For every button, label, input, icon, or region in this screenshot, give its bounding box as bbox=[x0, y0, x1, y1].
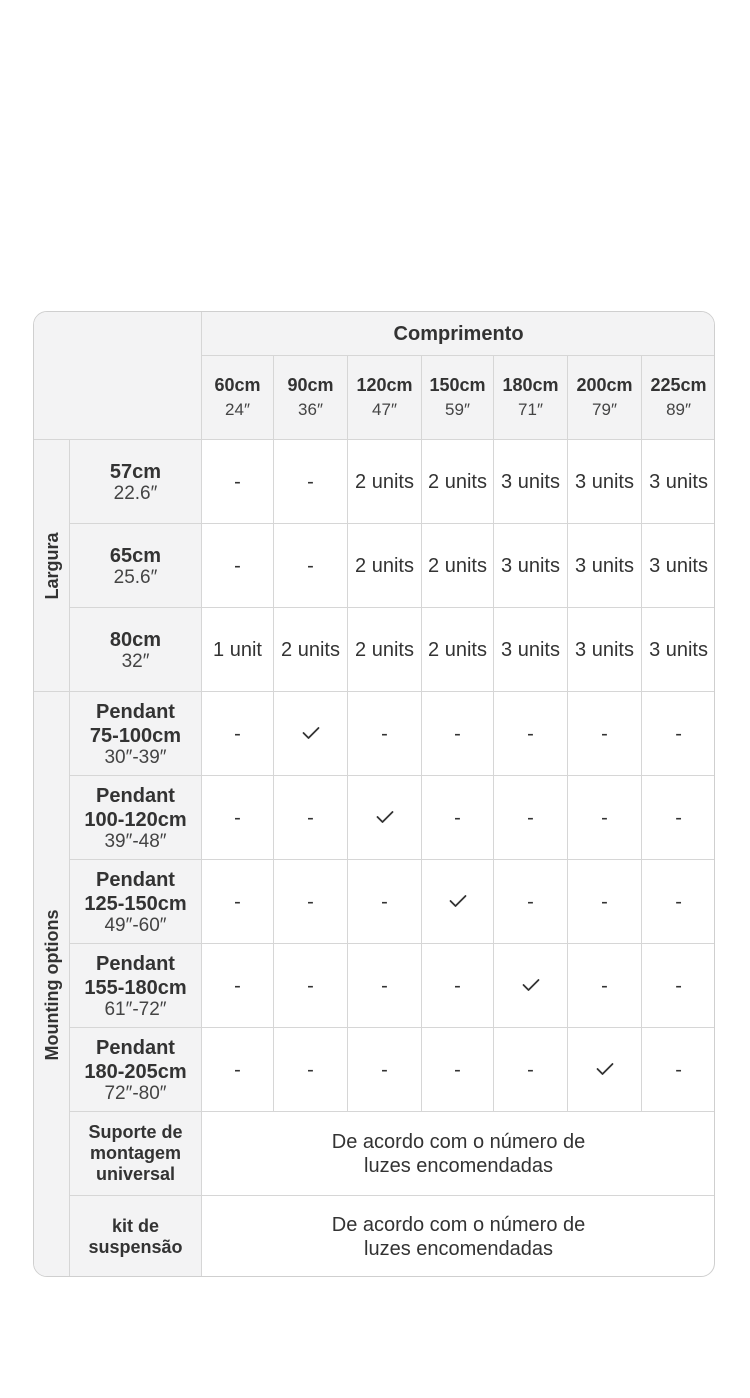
row-title: 100-120cm bbox=[84, 808, 187, 831]
column-cm: 120cm bbox=[356, 374, 413, 395]
column-cm: 90cm bbox=[287, 374, 334, 395]
row-title: montagem bbox=[89, 1143, 181, 1163]
table-cell: 3 units bbox=[494, 440, 568, 524]
column-inch: 47″ bbox=[372, 399, 397, 419]
row-title: Suporte de bbox=[88, 1122, 183, 1142]
row-header bbox=[70, 692, 202, 776]
table-cell: 2 units bbox=[422, 440, 494, 524]
column-inch: 79″ bbox=[592, 399, 617, 419]
row-title: 155-180cm bbox=[84, 976, 187, 999]
column-inch: 24″ bbox=[225, 399, 250, 419]
width-group-label: Largura bbox=[41, 531, 62, 600]
table-cell: - bbox=[348, 944, 422, 1028]
check-cell bbox=[568, 1028, 642, 1112]
row-title: 75-100cm bbox=[89, 724, 182, 747]
table-row bbox=[34, 1112, 716, 1196]
row-title: kit de bbox=[111, 1215, 159, 1236]
row-subtitle: 49″-60″ bbox=[104, 914, 167, 936]
row-subtitle: 72″-80″ bbox=[104, 1082, 167, 1104]
table-cell: - bbox=[494, 1028, 568, 1112]
spanning-note bbox=[202, 1112, 716, 1196]
table-cell: - bbox=[422, 776, 494, 860]
check-icon bbox=[302, 726, 320, 740]
table-cell: 3 units bbox=[494, 524, 568, 608]
spanning-note bbox=[202, 1196, 716, 1278]
column-header bbox=[494, 356, 568, 440]
table-cell: 1 unit bbox=[202, 608, 274, 692]
table-row bbox=[34, 944, 716, 1028]
table-cell: - bbox=[348, 1028, 422, 1112]
table-cell: - bbox=[274, 860, 348, 944]
table-cell: - bbox=[642, 692, 716, 776]
table-cell: - bbox=[202, 860, 274, 944]
table-cell: 3 units bbox=[642, 440, 716, 524]
table-row bbox=[34, 524, 716, 608]
mounting-group-label: Mounting options bbox=[41, 909, 62, 1060]
table-row bbox=[34, 1028, 716, 1112]
table-cell: 2 units bbox=[274, 608, 348, 692]
note-line: De acordo com o número de bbox=[331, 1130, 586, 1153]
mounting-group-label-cell bbox=[34, 692, 70, 1278]
length-group-header: Comprimento bbox=[202, 312, 716, 356]
table-cell: - bbox=[568, 860, 642, 944]
row-subtitle: 22.6″ bbox=[113, 482, 158, 504]
table-cell: - bbox=[568, 776, 642, 860]
table-cell: - bbox=[274, 944, 348, 1028]
check-icon bbox=[449, 894, 467, 908]
table-row bbox=[34, 860, 716, 944]
table-cell: - bbox=[642, 944, 716, 1028]
column-header bbox=[348, 356, 422, 440]
column-cm: 200cm bbox=[576, 374, 633, 395]
column-header bbox=[422, 356, 494, 440]
table-cell: 3 units bbox=[568, 524, 642, 608]
row-header bbox=[70, 608, 202, 692]
column-header bbox=[202, 356, 274, 440]
table-row bbox=[34, 608, 716, 692]
corner-cell bbox=[34, 312, 202, 440]
table-cell: - bbox=[568, 944, 642, 1028]
check-cell bbox=[422, 860, 494, 944]
check-cell bbox=[494, 944, 568, 1028]
table-cell: - bbox=[274, 1028, 348, 1112]
table-cell: - bbox=[422, 1028, 494, 1112]
table-cell: 2 units bbox=[348, 608, 422, 692]
table-cell: 2 units bbox=[348, 440, 422, 524]
table-cell: 3 units bbox=[642, 524, 716, 608]
column-inch: 89″ bbox=[666, 399, 691, 419]
table-cell: - bbox=[202, 440, 274, 524]
row-title: 80cm bbox=[109, 628, 162, 651]
row-title: Pendant bbox=[96, 700, 175, 723]
table-row bbox=[34, 1196, 716, 1278]
table-cell: - bbox=[202, 1028, 274, 1112]
table-row bbox=[34, 776, 716, 860]
note-line: De acordo com o número de bbox=[331, 1213, 586, 1236]
table-row bbox=[34, 692, 716, 776]
row-header bbox=[70, 1196, 202, 1278]
row-subtitle: 61″-72″ bbox=[104, 998, 167, 1020]
table-cell: - bbox=[202, 524, 274, 608]
row-subtitle: 30″-39″ bbox=[104, 746, 167, 768]
check-icon bbox=[596, 1062, 614, 1076]
table-cell: - bbox=[202, 776, 274, 860]
table-cell: - bbox=[422, 692, 494, 776]
compatibility-table-container bbox=[33, 311, 715, 1277]
row-title: Pendant bbox=[96, 952, 175, 975]
row-title: 180-205cm bbox=[84, 1060, 187, 1083]
row-header bbox=[70, 440, 202, 524]
column-cm: 180cm bbox=[502, 374, 559, 395]
width-group-label-cell bbox=[34, 440, 70, 692]
table-cell: 2 units bbox=[422, 524, 494, 608]
row-title: 65cm bbox=[109, 544, 162, 567]
table-cell: 3 units bbox=[642, 608, 716, 692]
note-line: luzes encomendadas bbox=[364, 1237, 554, 1260]
table-cell: - bbox=[274, 440, 348, 524]
row-header bbox=[70, 776, 202, 860]
compatibility-table bbox=[33, 311, 715, 1277]
table-cell: - bbox=[568, 692, 642, 776]
table-cell: 3 units bbox=[568, 608, 642, 692]
row-title: 125-150cm bbox=[84, 892, 187, 915]
row-title: suspensão bbox=[88, 1236, 183, 1257]
row-header bbox=[70, 944, 202, 1028]
column-header bbox=[568, 356, 642, 440]
table-cell: 2 units bbox=[348, 524, 422, 608]
column-cm: 225cm bbox=[650, 374, 707, 395]
column-cm: 150cm bbox=[429, 374, 486, 395]
table-cell: - bbox=[494, 692, 568, 776]
note-line: luzes encomendadas bbox=[364, 1154, 554, 1177]
column-inch: 59″ bbox=[445, 399, 470, 419]
table-cell: - bbox=[202, 944, 274, 1028]
column-cm: 60cm bbox=[214, 374, 261, 395]
table-cell: 3 units bbox=[568, 440, 642, 524]
table-row bbox=[34, 440, 716, 524]
column-header bbox=[274, 356, 348, 440]
row-header bbox=[70, 860, 202, 944]
row-header bbox=[70, 1028, 202, 1112]
table-cell: - bbox=[642, 1028, 716, 1112]
check-icon bbox=[522, 978, 540, 992]
table-cell: - bbox=[274, 776, 348, 860]
table-cell: - bbox=[274, 524, 348, 608]
check-icon bbox=[376, 810, 394, 824]
row-subtitle: 25.6″ bbox=[113, 566, 158, 588]
row-subtitle: 32″ bbox=[121, 650, 150, 672]
table-cell: - bbox=[348, 692, 422, 776]
table-cell: - bbox=[348, 860, 422, 944]
table-cell: - bbox=[202, 692, 274, 776]
table-cell: 2 units bbox=[422, 608, 494, 692]
row-title: universal bbox=[95, 1164, 176, 1184]
row-title: Pendant bbox=[96, 784, 175, 807]
table-cell: 3 units bbox=[494, 608, 568, 692]
row-title: Pendant bbox=[96, 1036, 175, 1059]
row-title: 57cm bbox=[109, 460, 162, 483]
row-header bbox=[70, 524, 202, 608]
column-inch: 71″ bbox=[518, 399, 543, 419]
table-cell: - bbox=[642, 860, 716, 944]
row-title: Pendant bbox=[96, 868, 175, 891]
table-cell: - bbox=[494, 860, 568, 944]
check-cell bbox=[348, 776, 422, 860]
table-cell: - bbox=[422, 944, 494, 1028]
table-cell: - bbox=[642, 776, 716, 860]
check-cell bbox=[274, 692, 348, 776]
row-subtitle: 39″-48″ bbox=[104, 830, 167, 852]
column-header bbox=[642, 356, 716, 440]
table-cell: - bbox=[494, 776, 568, 860]
row-header bbox=[70, 1112, 202, 1196]
column-inch: 36″ bbox=[298, 399, 323, 419]
